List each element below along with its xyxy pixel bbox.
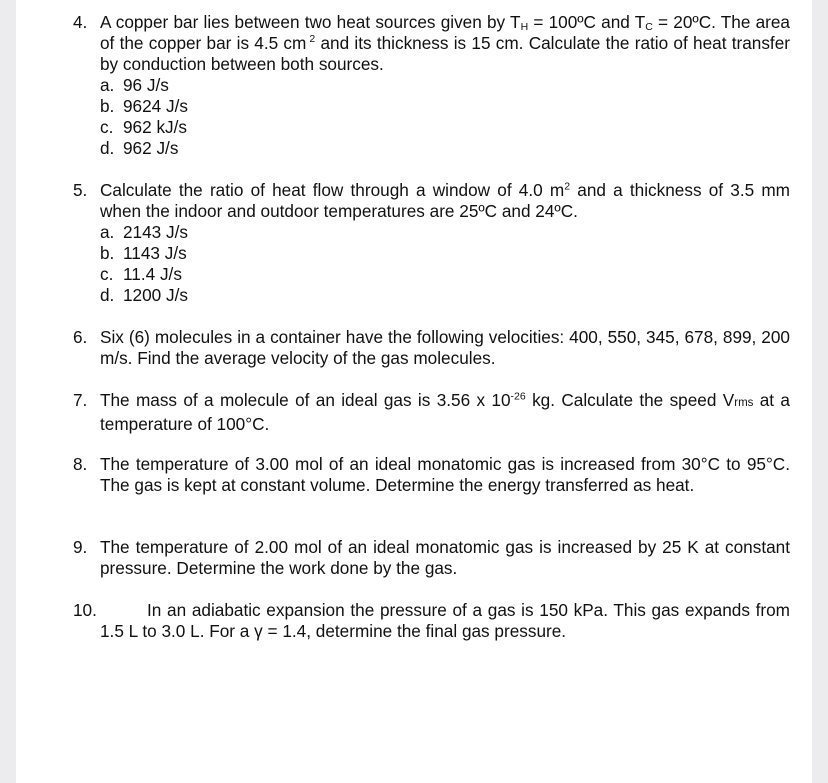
question-text: The temperature of 3.00 mol of an ideal monatomic gas is increased from 30°C to 95°C. The gas is kept at constant volume. Determine the energy transferred as heat. [100, 454, 790, 495]
option-a: a. 2143 J/s [100, 222, 188, 242]
question-number: 9. [73, 537, 88, 557]
document-page [16, 0, 812, 783]
question-text: Calculate the ratio of heat flow through a window of 4.0 $m^2$ and a thickness of 3.5 mm when the indoor and outdoor temperatures are 25ºC and 24ºC. [100, 180, 790, 221]
question-number: 4. [73, 12, 88, 32]
question-text: The mass of a molecule of an ideal gas is 3.56 x $10^{-26}$ kg. Calculate the speed Vrms at a temperature of 100°C. [100, 390, 790, 434]
question-7 [73, 390, 790, 435]
question-text: Six (6) molecules in a container have the following velocities: 400, 550, 345, 678, 899, 200 m/s. Find the average velocity of the gas molecules. [100, 327, 790, 368]
question-text: A copper bar lies between two heat sources given by $T_H$ = 100ºC and $T_C$ = 20ºC. The area of the copper bar is 4.5 cm $^2$ and its thickness is 15 cm. Calculate the ratio of heat transfer by conduction between both sources. [100, 12, 790, 74]
question-text: In an adiabatic expansion the pressure of a gas is 150 kPa. This gas expands from 1.5 L to 3.0 L. For a γ = 1.4, determine the final gas pressure. [100, 600, 790, 641]
question-9 [73, 537, 790, 579]
question-number: 6. [73, 327, 88, 347]
question-4 [73, 12, 790, 159]
option-a: a. 96 J/s [100, 75, 169, 95]
question-text: The temperature of 2.00 mol of an ideal monatomic gas is increased by 25 K at constant pressure. Determine the work done by the gas. [100, 537, 790, 578]
option-d: d. 962 J/s [100, 138, 179, 158]
question-number: 8. [73, 454, 88, 474]
option-b: b. 1143 J/s [100, 243, 187, 263]
question-number: 5. [73, 180, 88, 200]
question-number: 7. [73, 390, 88, 410]
question-number: 10. [73, 600, 97, 620]
question-8 [73, 454, 790, 496]
option-c: c. 962 kJ/s [100, 117, 188, 137]
option-d: d. 1200 J/s [100, 285, 188, 305]
question-10 [73, 600, 790, 642]
question-6 [73, 327, 790, 369]
option-b: b. 9624 J/s [100, 96, 188, 116]
question-5 [73, 180, 790, 306]
option-c: c. 11.4 J/s [100, 264, 182, 284]
